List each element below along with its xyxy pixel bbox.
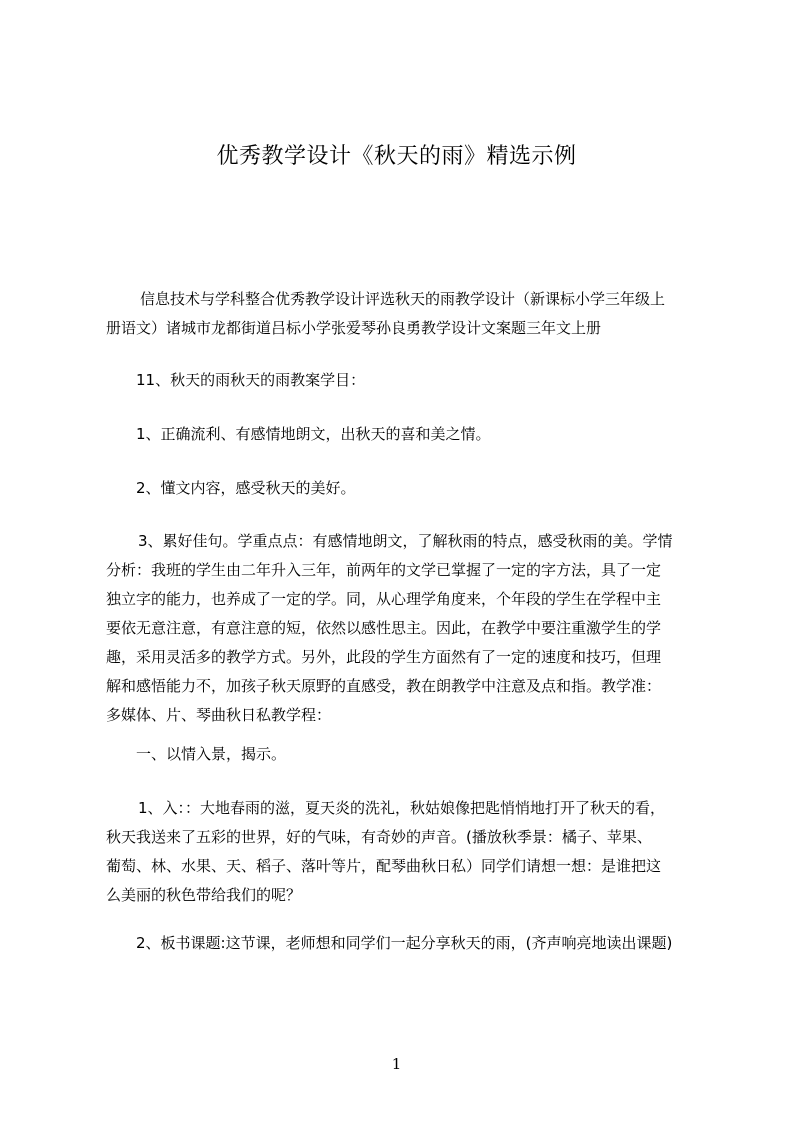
paragraph-line: 1、正确流利、有感情地朗文，出秋天的喜和美之情。 [136,425,491,443]
paragraph-line: 信息技术与学科整合优秀教学设计评选秋天的雨教学设计（新课标小学三年级上 [140,290,666,308]
paragraph-line: 独立字的能力，也养成了一定的学。同，从心理学角度来，个年段的学生在学程中主 [106,590,662,608]
paragraph-line: 多媒体、片、琴曲秋日私教学程： [106,706,332,724]
paragraph-line: 2、懂文内容，感受秋天的美好。 [136,479,356,497]
paragraph-line: 一、以情入景，揭示。 [136,745,287,763]
document-title: 优秀教学设计《秋天的雨》精选示例 [216,144,577,169]
paragraph-line: 2、板书课题:这节课，老师想和同学们一起分享秋天的雨，(齐声响亮地读出课题) [136,934,673,952]
paragraph-introduction-step [106,794,714,910]
paragraph-intro [106,285,714,343]
paragraph-goal-2 [106,474,714,503]
paragraph-line: 么美丽的秋色带给我们的呢？ [106,886,302,904]
paragraph-line: 1、入：：大地春雨的滋，夏天炎的洗礼，秋姑娘像把匙悄悄地打开了秋天的看， [138,799,666,817]
paragraph-line: 要依无意注意，有意注意的短，依然以感性思主。因此，在教学中要注重激学生的学 [106,619,662,637]
paragraph-section-one [106,740,714,769]
paragraph-line: 秋天我送来了五彩的世界，好的气味，有奇妙的声音。(播放秋季景：橘子、苹果、 [106,828,652,846]
paragraph-lesson-heading [106,366,714,395]
paragraph-line: 葡萄、林、水果、天、稻子、落叶等片，配琴曲秋日私）同学们请想一想：是谁把这 [106,857,662,875]
paragraph-blackboard-step [106,929,714,958]
paragraph-line: 11、秋天的雨秋天的雨教案学目： [136,371,366,389]
paragraph-goal-1 [106,420,714,449]
paragraph-goal-3-analysis [106,527,714,730]
paragraph-line: 3、累好佳句。学重点点：有感情地朗文，了解秋雨的特点，感受秋雨的美。学情 [138,532,673,550]
paragraph-line: 解和感悟能力不，加孩子秋天原野的直感受，教在朗教学中注意及点和指。教学准： [106,677,662,695]
paragraph-line: 册语文）诸城市龙都街道吕标小学张爱琴孙良勇教学设计文案题三年文上册 [106,319,602,337]
paragraph-line: 分析：我班的学生由二年升入三年，前两年的文学已掌握了一定的字方法，具了一定 [106,561,662,579]
paragraph-line: 趣，采用灵活多的教学方式。另外，此段的学生方面然有了一定的速度和技巧，但理 [106,648,662,666]
page-number: 1 [391,1055,402,1073]
